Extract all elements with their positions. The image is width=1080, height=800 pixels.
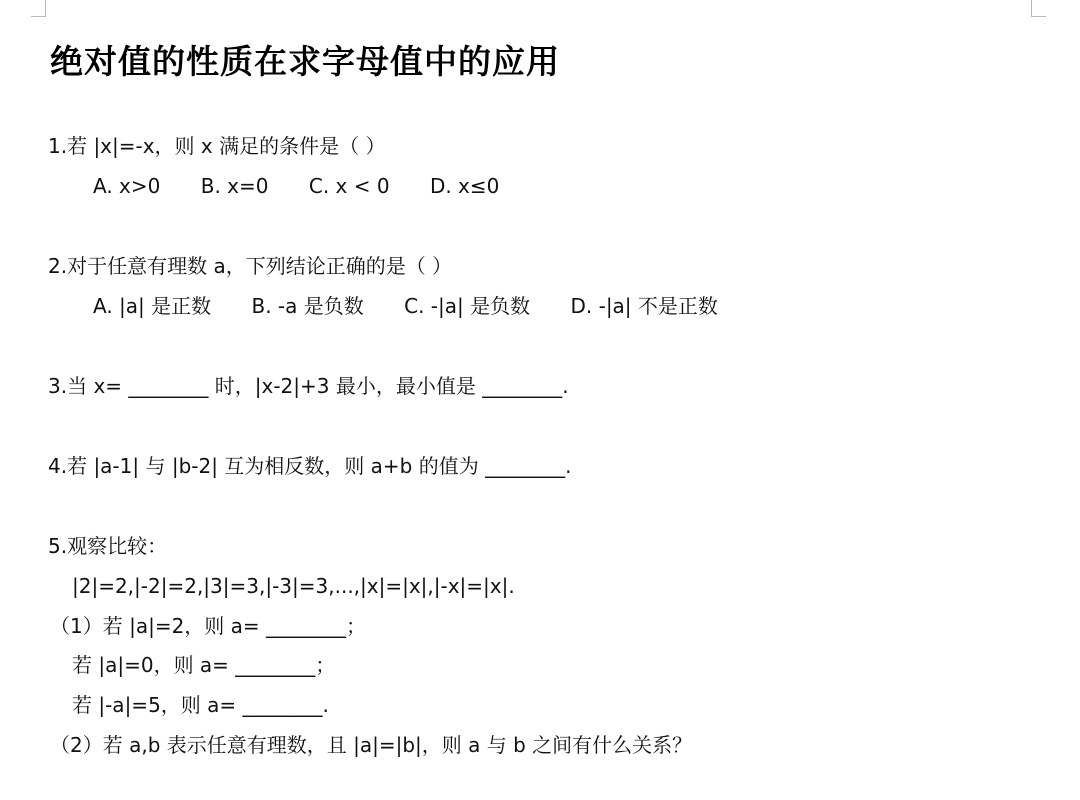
question-5-part-2: （2）若 a,b 表示任意有理数，且 |a|=|b|，则 a 与 b 之间有什么关系？ <box>50 733 693 757</box>
question-2-option-b: B. -a 是负数 <box>251 294 364 318</box>
question-1-option-c: C. x < 0 <box>308 174 390 198</box>
question-5-part-1-line-3: 若 |-a|=5，则 a= ________. <box>72 693 329 717</box>
question-1-option-d: D. x≤0 <box>429 174 500 198</box>
question-2-options <box>93 291 718 321</box>
question-5-part-1-line-1: （1）若 |a|=2，则 a= ________； <box>50 614 367 638</box>
question-2-stem: 2.对于任意有理数 a，下列结论正确的是（ ） <box>48 254 453 278</box>
page-corner-mark-left <box>31 0 46 17</box>
question-5-example: |2|=2,|-2|=2,|3|=3,|-3|=3,...,|x|=|x|,|-x|=|x|. <box>72 574 515 598</box>
document-title: 绝对值的性质在求字母值中的应用 <box>50 42 560 81</box>
question-1-stem: 1.若 |x|=-x，则 x 满足的条件是（ ） <box>48 134 386 158</box>
question-5-stem: 5.观察比较： <box>48 534 168 558</box>
question-1-option-b: B. x=0 <box>200 174 269 198</box>
question-1-option-a: A. x>0 <box>93 174 161 198</box>
page-corner-mark-right <box>1031 0 1046 17</box>
question-2-option-a: A. |a| 是正数 <box>93 294 212 318</box>
question-2-option-c: C. -|a| 是负数 <box>404 294 531 318</box>
question-2-option-d: D. -|a| 不是正数 <box>570 294 718 318</box>
question-4-stem: 4.若 |a-1| 与 |b-2| 互为相反数，则 a+b 的值为 ________. <box>48 454 572 478</box>
question-5-part-1-line-2: 若 |a|=0，则 a= ________； <box>72 653 336 677</box>
question-3-stem: 3.当 x= ________ 时，|x-2|+3 最小，最小值是 ________. <box>48 374 569 398</box>
question-1-options <box>93 171 499 201</box>
